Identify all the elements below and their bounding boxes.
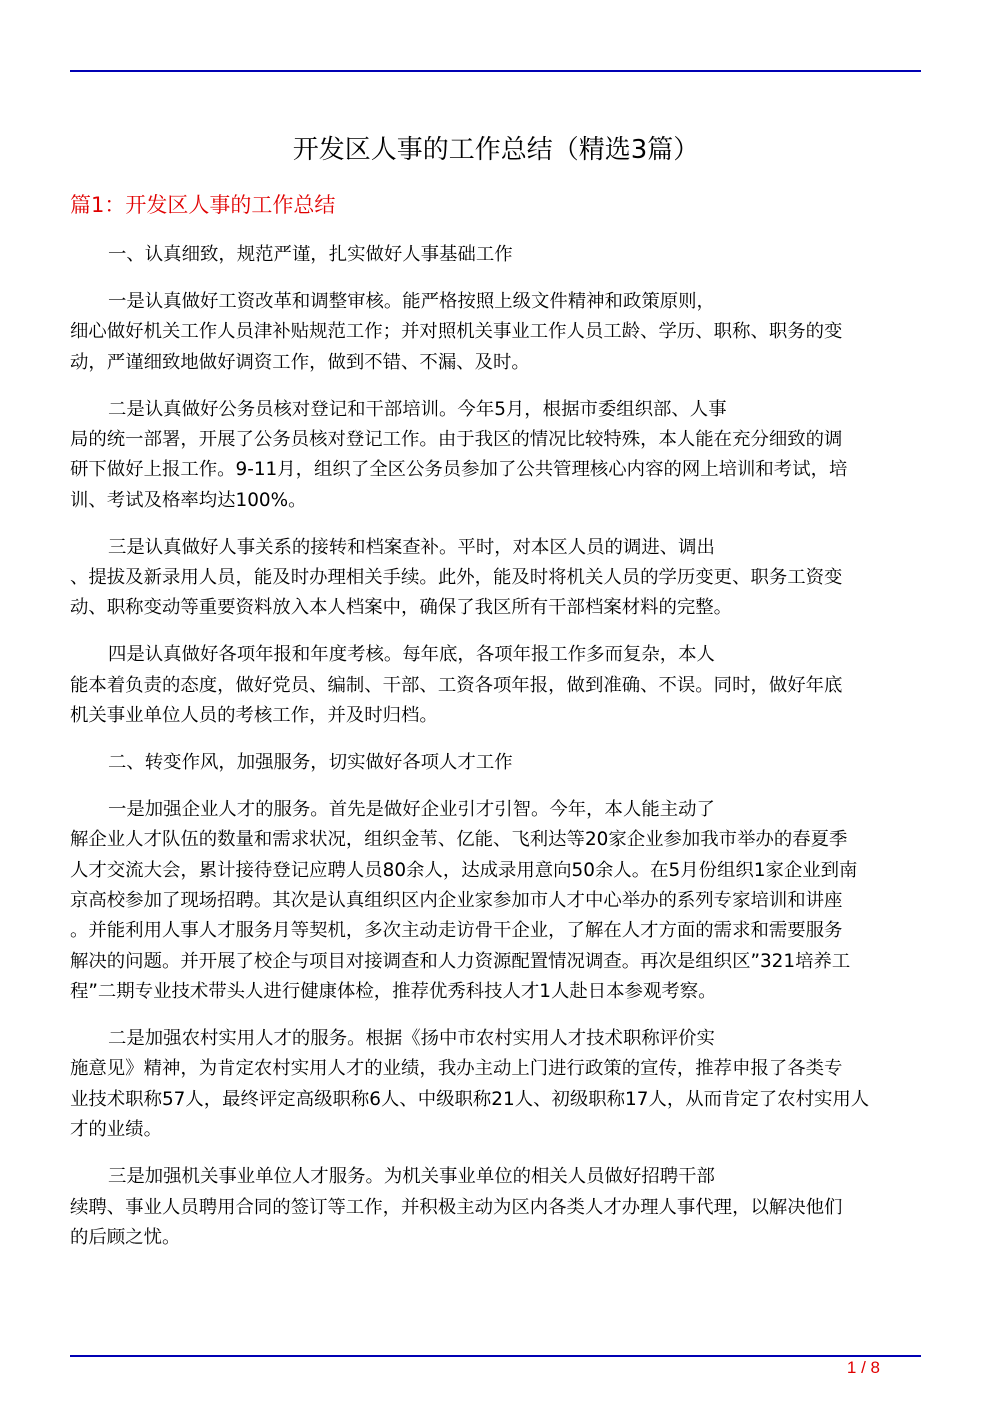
paragraph	[70, 1024, 930, 1146]
paragraph-line: 机关事业单位人员的考核工作，并及时归档。	[70, 705, 438, 727]
paragraph-line: 训、考试及格率均达100%。	[70, 489, 307, 511]
paragraph-line: 解企业人才队伍的数量和需求状况，组织金苇、亿能、飞利达等20家企业参加我市举办的春夏季	[70, 829, 848, 851]
paragraph-line: 。并能利用人事人才服务月等契机，多次主动走访骨干企业，了解在人才方面的需求和需要服务	[70, 920, 843, 942]
header-rule	[70, 70, 921, 72]
paragraph-line: 动、职称变动等重要资料放入本人档案中，确保了我区所有干部档案材料的完整。	[70, 597, 733, 619]
paragraph-line: 一、认真细致，规范严谨，扎实做好人事基础工作	[108, 244, 513, 265]
footer-rule	[70, 1355, 921, 1357]
paragraph-line: 三是认真做好人事关系的接转和档案查补。平时，对本区人员的调进、调出	[108, 536, 715, 558]
paragraph	[70, 533, 930, 624]
paragraph	[70, 748, 930, 778]
paragraph-line: 四是认真做好各项年报和年度考核。每年底，各项年报工作多而复杂，本人	[108, 644, 715, 666]
paragraph-line: 细心做好机关工作人员津补贴规范工作；并对照机关事业工作人员工龄、学历、职称、职务的变	[70, 321, 843, 343]
paragraph-line: 京高校参加了现场招聘。其次是认真组织区内企业家参加市人才中心举办的系列专家培训和讲座	[70, 890, 843, 912]
paragraph-line: 人才交流大会，累计接待登记应聘人员80余人，达成录用意向50余人。在5月份组织1家企业到南	[70, 859, 858, 881]
paragraph-line: 解决的问题。并开展了校企与项目对接调查和人力资源配置情况调查。再次是组织区”321培养工	[70, 950, 851, 972]
section-heading: 篇1：开发区人事的工作总结	[70, 193, 336, 217]
paragraph-line: 局的统一部署，开展了公务员核对登记工作。由于我区的情况比较特殊，本人能在充分细致的调	[70, 428, 843, 450]
paragraph-line: 才的业绩。	[70, 1119, 162, 1141]
paragraph	[70, 795, 930, 1008]
paragraph-line: 二是认真做好公务员核对登记和干部培训。今年5月，根据市委组织部、人事	[108, 398, 727, 420]
paragraph	[70, 640, 930, 731]
paragraph-line: 程”二期专业技术带头人进行健康体检，推荐优秀科技人才1人赴日本参观考察。	[70, 981, 717, 1003]
paragraph-line: 能本着负责的态度，做好党员、编制、干部、工资各项年报，做到准确、不误。同时，做好年底	[70, 674, 843, 696]
paragraph-line: 施意见》精神，为肯定农村实用人才的业绩，我办主动上门进行政策的宣传，推荐申报了各类专	[70, 1058, 843, 1080]
page-number: 1 / 8	[846, 1358, 880, 1377]
paragraph	[70, 1162, 930, 1253]
paragraph	[70, 395, 930, 517]
paragraph-line: 二、转变作风，加强服务，切实做好各项人才工作	[108, 751, 513, 773]
paragraph-line: 研下做好上报工作。9-11月，组织了全区公务员参加了公共管理核心内容的网上培训和考试，培	[70, 459, 848, 481]
paragraph-line: 的后顾之忧。	[70, 1226, 181, 1248]
paragraph	[70, 287, 930, 378]
paragraph-line: 二是加强农村实用人才的服务。根据《扬中市农村实用人才技术职称评价实	[108, 1028, 715, 1050]
paragraph-line: 一是认真做好工资改革和调整审核。能严格按照上级文件精神和政策原则，	[108, 290, 715, 312]
paragraph-line: 一是加强企业人才的服务。首先是做好企业引才引智。今年，本人能主动了	[108, 798, 715, 820]
paragraph-line: 动，严谨细致地做好调资工作，做到不错、不漏、及时。	[70, 351, 530, 373]
document-body	[70, 240, 930, 1270]
paragraph	[70, 240, 930, 270]
paragraph-line: 、提拔及新录用人员，能及时办理相关手续。此外，能及时将机关人员的学历变更、职务工资变	[70, 567, 843, 589]
paragraph-line: 续聘、事业人员聘用合同的签订等工作，并积极主动为区内各类人才办理人事代理，以解决他们	[70, 1196, 843, 1218]
document-title: 开发区人事的工作总结（精选3篇）	[292, 135, 700, 165]
paragraph-line: 业技术职称57人，最终评定高级职称6人、中级职称21人、初级职称17人，从而肯定了农村实用人	[70, 1088, 870, 1110]
paragraph-line: 三是加强机关事业单位人才服务。为机关事业单位的相关人员做好招聘干部	[108, 1166, 715, 1188]
